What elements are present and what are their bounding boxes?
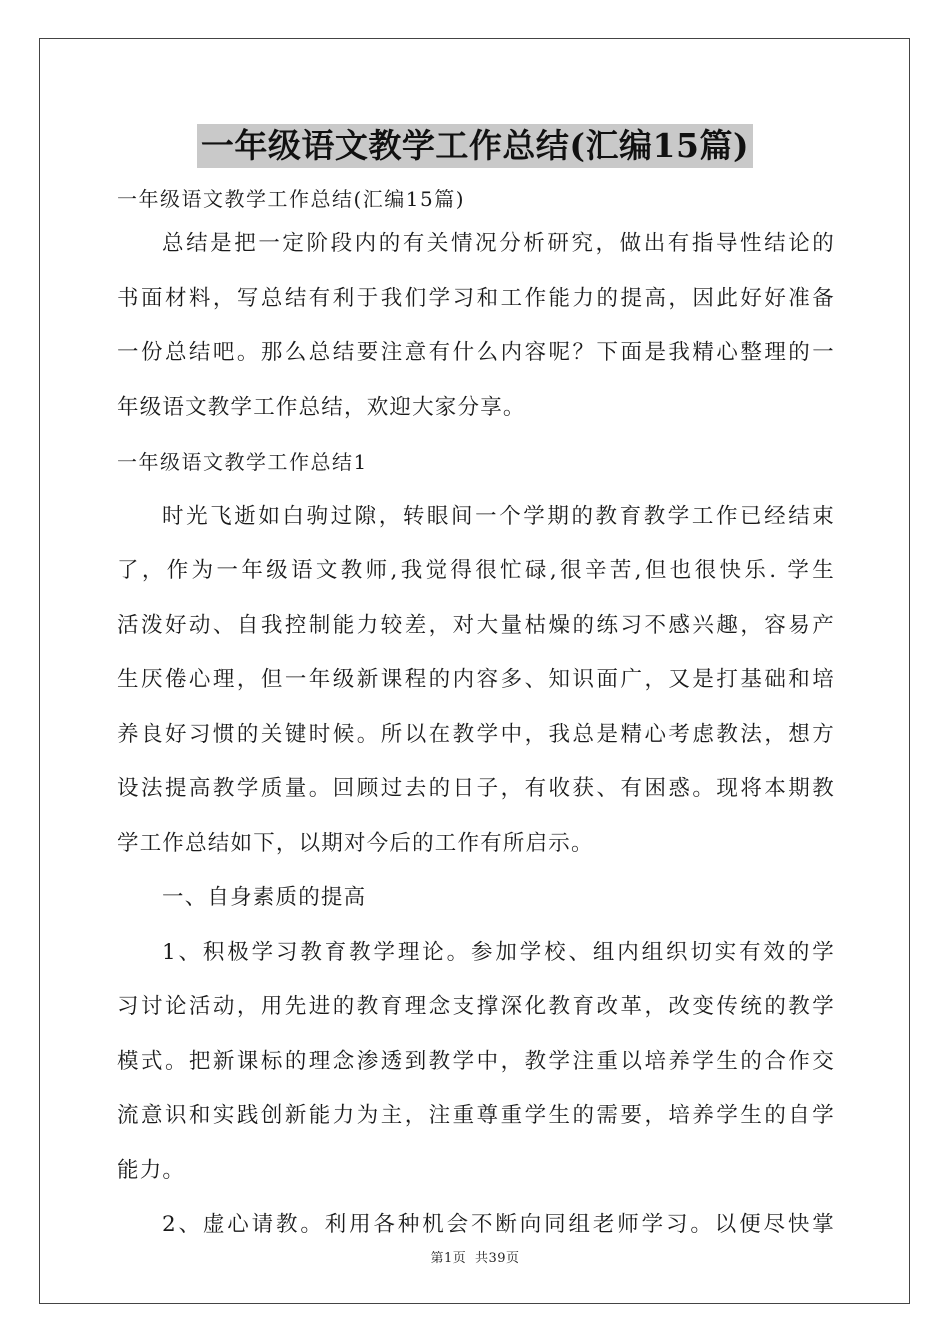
paragraph-line: 1、积极学习教育教学理论。参加学校、组内组织切实有效的学 <box>162 939 835 965</box>
paragraph-line: 年级语文教学工作总结，欢迎大家分享。 <box>117 394 526 420</box>
paragraph-line: 学工作总结如下，以期对今后的工作有所启示。 <box>117 830 594 856</box>
paragraph-line: 一份总结吧。那么总结要注意有什么内容呢？下面是我精心整理的一 <box>117 340 835 365</box>
title-container <box>0 124 950 168</box>
paragraph-line: 养良好习惯的关键时候。所以在教学中，我总是精心考虑教法，想方 <box>117 721 835 747</box>
paragraph-line: 能力。 <box>117 1157 186 1183</box>
paragraph-line: 模式。把新课标的理念渗透到教学中，教学注重以培养学生的合作交 <box>117 1048 835 1074</box>
page-total: 共39页 <box>474 1251 520 1266</box>
paragraph-line: 了，作为一年级语文教师,我觉得很忙碌,很辛苦,但也很快乐. 学生 <box>117 558 835 583</box>
paragraph-line: 流意识和实践创新能力为主，注重尊重学生的需要，培养学生的自学 <box>117 1103 835 1128</box>
paragraph-line: 书面材料，写总结有利于我们学习和工作能力的提高，因此好好准备 <box>117 285 835 311</box>
paragraph-line: 习讨论活动，用先进的教育理念支撑深化教育改革，改变传统的教学 <box>117 994 835 1019</box>
document-title: 一年级语文教学工作总结(汇编15篇) <box>197 124 753 168</box>
page-footer <box>0 1247 950 1266</box>
paragraph-line: 活泼好动、自我控制能力较差，对大量枯燥的练习不感兴趣，容易产 <box>117 612 835 638</box>
paragraph-line: 设法提高教学质量。回顾过去的日子，有收获、有困惑。现将本期教 <box>117 776 835 801</box>
document-subtitle: 一年级语文教学工作总结(汇编15篇) <box>117 187 466 211</box>
sub-heading: 一、自身素质的提高 <box>162 885 367 910</box>
section-heading: 一年级语文教学工作总结1 <box>117 450 368 474</box>
paragraph-line: 生厌倦心理，但一年级新课程的内容多、知识面广，又是打基础和培 <box>117 667 835 692</box>
page-number: 第1页 <box>430 1251 467 1266</box>
paragraph-line: 2、虚心请教。利用各种机会不断向同组老师学习。以便尽快掌 <box>162 1212 835 1237</box>
document-body <box>117 181 835 1253</box>
paragraph-line: 总结是把一定阶段内的有关情况分析研究，做出有指导性结论的 <box>162 231 835 256</box>
paragraph-line: 时光飞逝如白驹过隙，转眼间一个学期的教育教学工作已经结束 <box>162 503 835 529</box>
